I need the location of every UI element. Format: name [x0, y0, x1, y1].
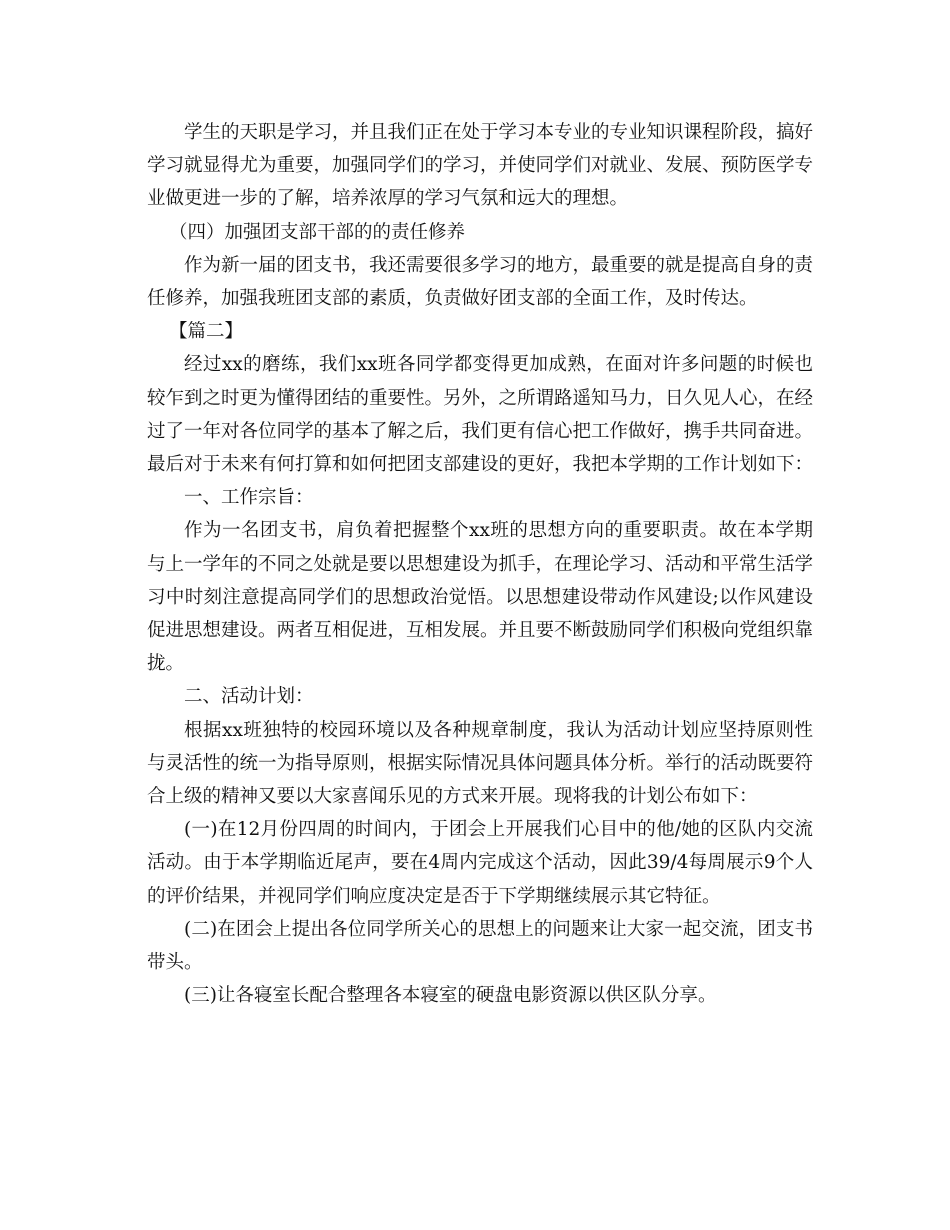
paragraph-study-duty: 学生的天职是学习，并且我们正在处于学习本专业的专业知识课程阶段，搞好学习就显得尤为重要，加强同学们的学习，并使同学们对就业、发展、预防医学专业做更进一步的了解，培养浓厚的学习气氛和远大的理想。 — [147, 122, 814, 210]
list-item-activity-one: (一)在12月份四周的时间内，于团会上开展我们心目中的他/她的区队内交流活动。由于本学期临近尾声，要在4周内完成这个活动，因此39/4每周展示9个人的评价结果，并视同学们响应度决定是否于下学期继续展示其它特征。 — [147, 819, 813, 907]
section-heading-purpose: 一、工作宗旨： — [184, 487, 314, 509]
list-item-activity-three: (三)让各寝室长配合整理各本寝室的硬盘电影资源以供区队分享。 — [184, 985, 717, 1007]
section-heading-responsibility: （四）加强团支部干部的的责任修养 — [169, 221, 466, 243]
section-heading-activity-plan: 二、活动计划： — [184, 686, 314, 708]
paragraph-activity-plan: 根据xx班独特的校园环境以及各种规章制度，我认为活动计划应坚持原则性与灵活性的统一为指导原则，根据实际情况具体问题具体分析。举行的活动既要符合上级的精神又要以大家喜闻乐见的方式来开展。现将我的计划公布如下： — [147, 719, 814, 808]
chapter-heading-part-two: 【篇二】 — [169, 321, 244, 343]
paragraph-purpose: 作为一名团支书，肩负着把握整个xx班的思想方向的重要职责。故在本学期与上一学年的不同之处就是要以思想建设为抓手，在理论学习、活动和平常生活学习中时刻注意提高同学们的思想政治觉悟。以思想建设带动作风建设;以作风建设促进思想建设。两者互相促进，互相发展。并且要不断鼓励同学们积极向党组织靠拢。 — [147, 520, 814, 675]
list-item-activity-two: (二)在团会上提出各位同学所关心的思想上的问题来让大家一起交流，团支书带头。 — [147, 918, 813, 974]
document-body — [147, 116, 813, 1012]
paragraph-secretary-role: 作为新一届的团支书，我还需要很多学习的地方，最重要的就是提高自身的责任修养，加强我班团支部的素质，负责做好团支部的全面工作，及时传达。 — [147, 254, 814, 310]
paragraph-introduction: 经过xx的磨练，我们xx班各同学都变得更加成熟，在面对许多问题的时候也较乍到之时更为懂得团结的重要性。另外，之所谓路遥知马力，日久见人心，在经过了一年对各位同学的基本了解之后，我们更有信心把工作做好，携手共同奋进。最后对于未来有何打算和如何把团支部建设的更好，我把本学期的工作计划如下： — [147, 354, 814, 476]
